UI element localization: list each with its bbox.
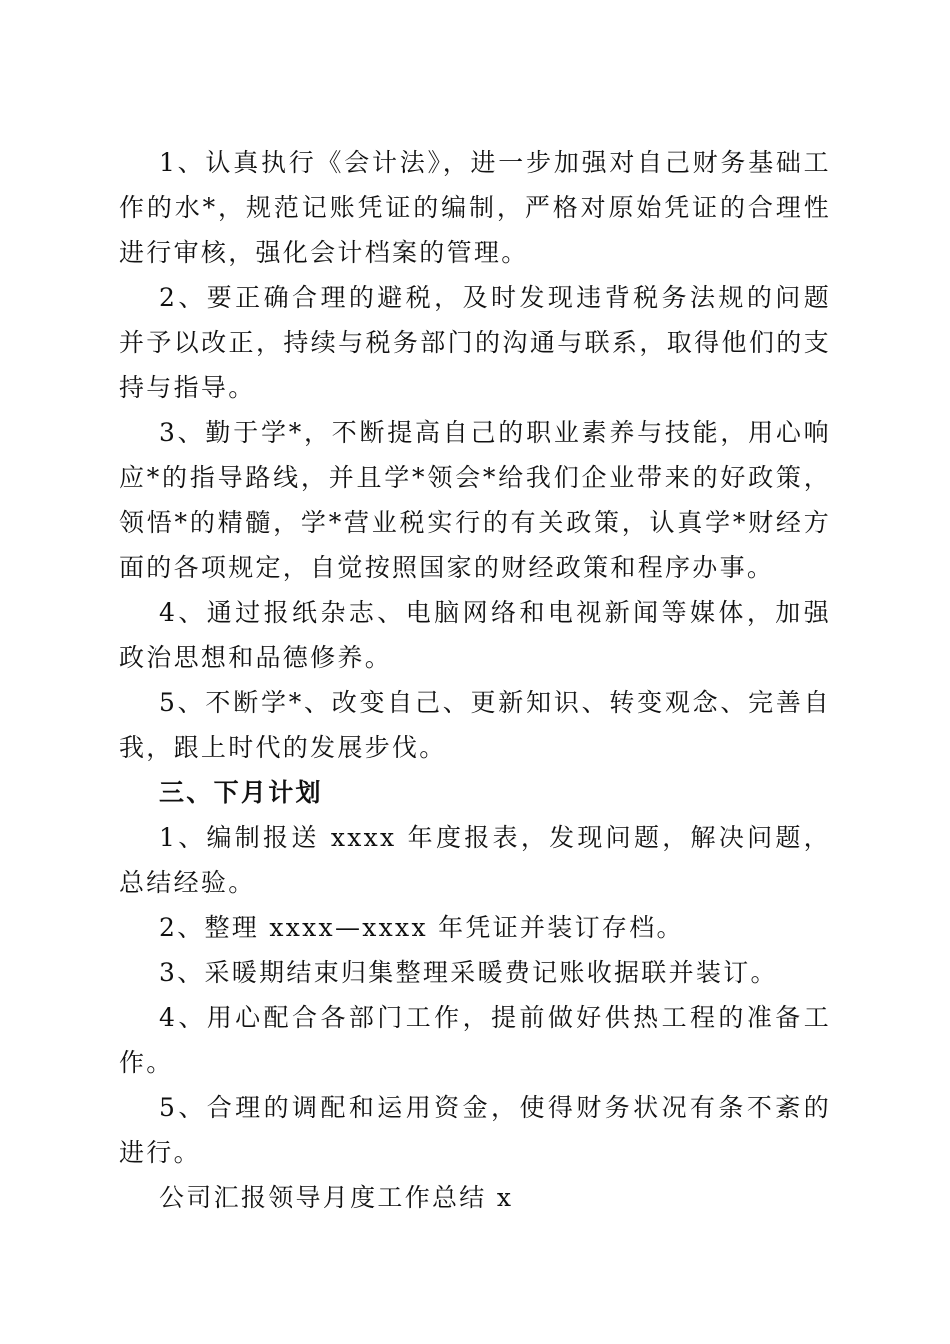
document-body	[119, 140, 831, 1220]
footer-line: 公司汇报领导月度工作总结 x	[159, 1183, 514, 1212]
paragraph: 3、采暖期结束归集整理采暖费记账收据联并装订。	[159, 958, 778, 987]
paragraph: 1、认真执行《会计法》，进一步加强对自己财务基础工作的水*，规范记账凭证的编制，严格对原始凭证的合理性进行审核，强化会计档案的管理。	[119, 148, 831, 267]
paragraph: 1、编制报送 xxxx 年度报表，发现问题，解决问题，总结经验。	[119, 823, 831, 897]
paragraph: 3、勤于学*，不断提高自己的职业素养与技能，用心响应*的指导路线，并且学*领会*给我们企业带来的好政策，领悟*的精髓，学*营业税实行的有关政策，认真学*财经方面的各项规定，自觉按照国家的财经政策和程序办事。	[119, 418, 831, 582]
paragraph: 5、不断学*、改变自己、更新知识、转变观念、完善自我，跟上时代的发展步伐。	[119, 688, 831, 762]
paragraph: 4、通过报纸杂志、电脑网络和电视新闻等媒体，加强政治思想和品德修养。	[119, 598, 831, 672]
paragraph: 2、要正确合理的避税，及时发现违背税务法规的问题并予以改正，持续与税务部门的沟通与联系，取得他们的支持与指导。	[119, 283, 831, 402]
paragraph: 5、合理的调配和运用资金，使得财务状况有条不紊的进行。	[119, 1093, 831, 1167]
paragraph: 2、整理 xxxx—xxxx 年凭证并装订存档。	[159, 913, 684, 942]
paragraph: 4、用心配合各部门工作，提前做好供热工程的准备工作。	[119, 1003, 831, 1077]
section-heading: 三、下月计划	[159, 778, 323, 807]
